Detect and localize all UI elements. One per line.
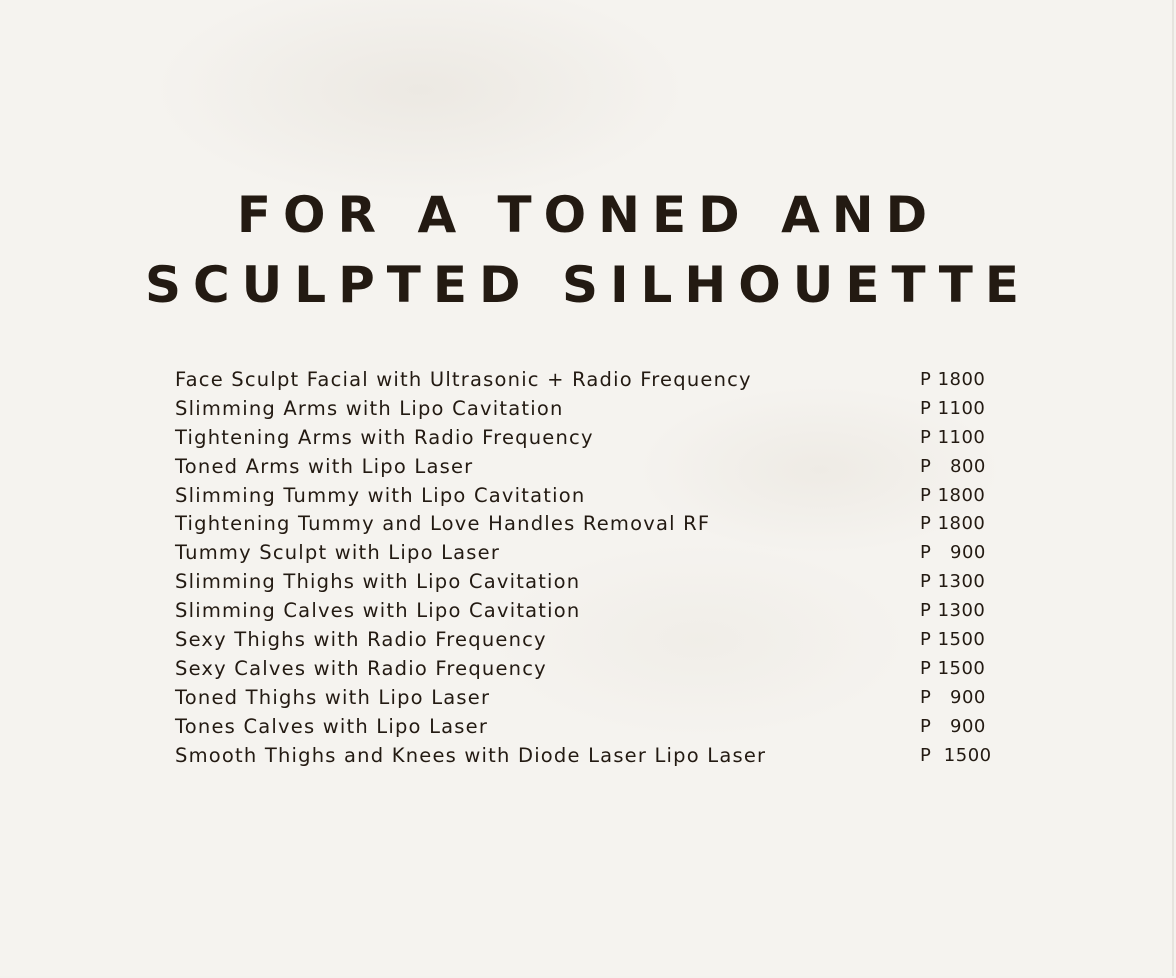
service-price: P 1500	[920, 657, 986, 679]
service-price-list	[175, 366, 1005, 770]
service-price: P 800	[920, 455, 986, 477]
service-name: Tightening Tummy and Love Handles Removal RF	[175, 512, 711, 536]
service-name: Face Sculpt Facial with Ultrasonic + Radio Frequency	[175, 368, 752, 391]
service-name: Tummy Sculpt with Lipo Laser	[175, 541, 501, 565]
service-price: P 1500	[920, 744, 992, 766]
list-item	[175, 395, 1005, 424]
list-item	[175, 424, 1005, 453]
list-item	[175, 568, 1005, 597]
service-price: P 1500	[920, 629, 986, 651]
service-price: P 1100	[920, 426, 986, 448]
service-price: P 1300	[920, 600, 986, 622]
title-line-2: SCULPTED SILHOUETTE	[144, 256, 1032, 314]
list-item	[175, 597, 1005, 626]
service-price: P 1800	[920, 484, 986, 506]
service-name: Toned Thighs with Lipo Laser	[175, 685, 491, 709]
list-item	[175, 366, 1005, 395]
service-name: Slimming Calves with Lipo Cavitation	[175, 599, 581, 623]
service-name: Sexy Thighs with Radio Frequency	[175, 628, 547, 652]
list-item	[175, 510, 1005, 539]
service-price: P 1800	[920, 369, 986, 390]
list-item	[175, 482, 1005, 511]
service-name: Sexy Calves with Radio Frequency	[175, 656, 547, 680]
service-price: P 1100	[920, 397, 986, 419]
service-name: Tightening Arms with Radio Frequency	[175, 425, 594, 449]
list-item	[175, 539, 1005, 568]
service-name: Smooth Thighs and Knees with Diode Laser Lipo Laser	[175, 743, 767, 767]
list-item	[175, 684, 1005, 713]
service-price: P 900	[920, 542, 986, 564]
service-name: Tones Calves with Lipo Laser	[175, 714, 489, 738]
service-name: Toned Arms with Lipo Laser	[175, 454, 474, 478]
service-name: Slimming Thighs with Lipo Cavitation	[175, 570, 581, 594]
list-item	[175, 742, 1005, 771]
service-price: P 1800	[920, 513, 986, 535]
service-price: P 900	[920, 686, 986, 708]
list-item	[175, 626, 1005, 655]
service-name: Slimming Arms with Lipo Cavitation	[175, 396, 564, 420]
list-item	[175, 713, 1005, 742]
service-name: Slimming Tummy with Lipo Cavitation	[175, 483, 586, 507]
page-title	[0, 180, 1176, 320]
list-item	[175, 453, 1005, 482]
service-price: P 1300	[920, 571, 986, 593]
service-price: P 900	[920, 715, 986, 737]
list-item	[175, 655, 1005, 684]
title-line-1: FOR A TONED AND	[236, 186, 940, 244]
